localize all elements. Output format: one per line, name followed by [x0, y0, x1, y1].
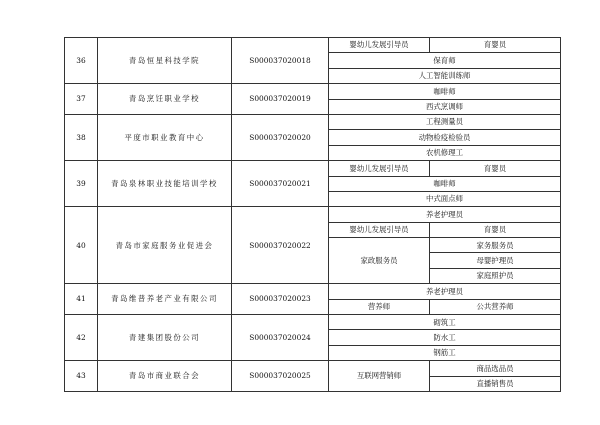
occupation-name: 婴幼儿发展引导员 [329, 161, 430, 176]
occupation-name: 钢筋工 [329, 345, 561, 360]
table-row [65, 207, 561, 222]
table-row [65, 315, 561, 330]
row-number: 40 [65, 207, 98, 284]
organization-code: S000037020021 [232, 161, 329, 207]
table-row [65, 84, 561, 99]
table-row [65, 284, 561, 299]
occupation-name: 动物检疫检验员 [329, 130, 561, 145]
table-row [65, 38, 561, 53]
organization-code: S000037020019 [232, 84, 329, 115]
organization-code: S000037020023 [232, 284, 329, 315]
occupation-name: 保育师 [329, 53, 561, 68]
sub-occupation: 育婴员 [430, 222, 561, 237]
table-row [65, 361, 561, 376]
occupation-name: 婴幼儿发展引导员 [329, 38, 430, 53]
occupation-name: 砌筑工 [329, 315, 561, 330]
sub-occupation: 育婴员 [430, 38, 561, 53]
occupation-name: 农机修理工 [329, 145, 561, 160]
occupation-name: 家政服务员 [329, 238, 430, 284]
occupation-name: 西式烹调师 [329, 99, 561, 114]
sub-occupation: 公共营养师 [430, 299, 561, 314]
sub-occupation: 直播销售员 [430, 376, 561, 391]
organization-name: 青岛恒星科技学院 [98, 38, 232, 84]
sub-occupation: 家庭照护员 [430, 268, 561, 283]
row-number: 37 [65, 84, 98, 115]
occupation-name: 工程测量员 [329, 114, 561, 129]
occupation-name: 婴幼儿发展引导员 [329, 222, 430, 237]
occupation-name: 中式面点师 [329, 191, 561, 206]
organization-name: 青岛泉林职业技能培训学校 [98, 161, 232, 207]
occupation-name: 养老护理员 [329, 284, 561, 299]
organization-code: S000037020022 [232, 207, 329, 284]
organization-code: S000037020020 [232, 114, 329, 160]
table-row [65, 114, 561, 129]
organization-name: 青岛烹饪职业学校 [98, 84, 232, 115]
row-number: 42 [65, 315, 98, 361]
organization-name: 青建集团股份公司 [98, 315, 232, 361]
sub-occupation: 母婴护理员 [430, 253, 561, 268]
table-row [65, 161, 561, 176]
organization-code: S000037020024 [232, 315, 329, 361]
sub-occupation: 育婴员 [430, 161, 561, 176]
organization-code: S000037020018 [232, 38, 329, 84]
occupation-name: 营养师 [329, 299, 430, 314]
occupation-name: 人工智能训练师 [329, 68, 561, 83]
occupation-name: 互联网营销师 [329, 361, 430, 392]
organization-name: 青岛维普养老产业有限公司 [98, 284, 232, 315]
organization-name: 平度市职业教育中心 [98, 114, 232, 160]
organization-code: S000037020025 [232, 361, 329, 392]
sub-occupation: 家务服务员 [430, 238, 561, 253]
row-number: 39 [65, 161, 98, 207]
occupation-name: 养老护理员 [329, 207, 561, 222]
row-number: 43 [65, 361, 98, 392]
occupation-name: 防水工 [329, 330, 561, 345]
registry-table [64, 37, 561, 392]
row-number: 36 [65, 38, 98, 84]
row-number: 38 [65, 114, 98, 160]
occupation-name: 咖啡师 [329, 176, 561, 191]
organization-name: 青岛市家庭服务业促进会 [98, 207, 232, 284]
organization-name: 青岛市商业联合会 [98, 361, 232, 392]
sub-occupation: 商品选品员 [430, 361, 561, 376]
occupation-name: 咖啡师 [329, 84, 561, 99]
row-number: 41 [65, 284, 98, 315]
